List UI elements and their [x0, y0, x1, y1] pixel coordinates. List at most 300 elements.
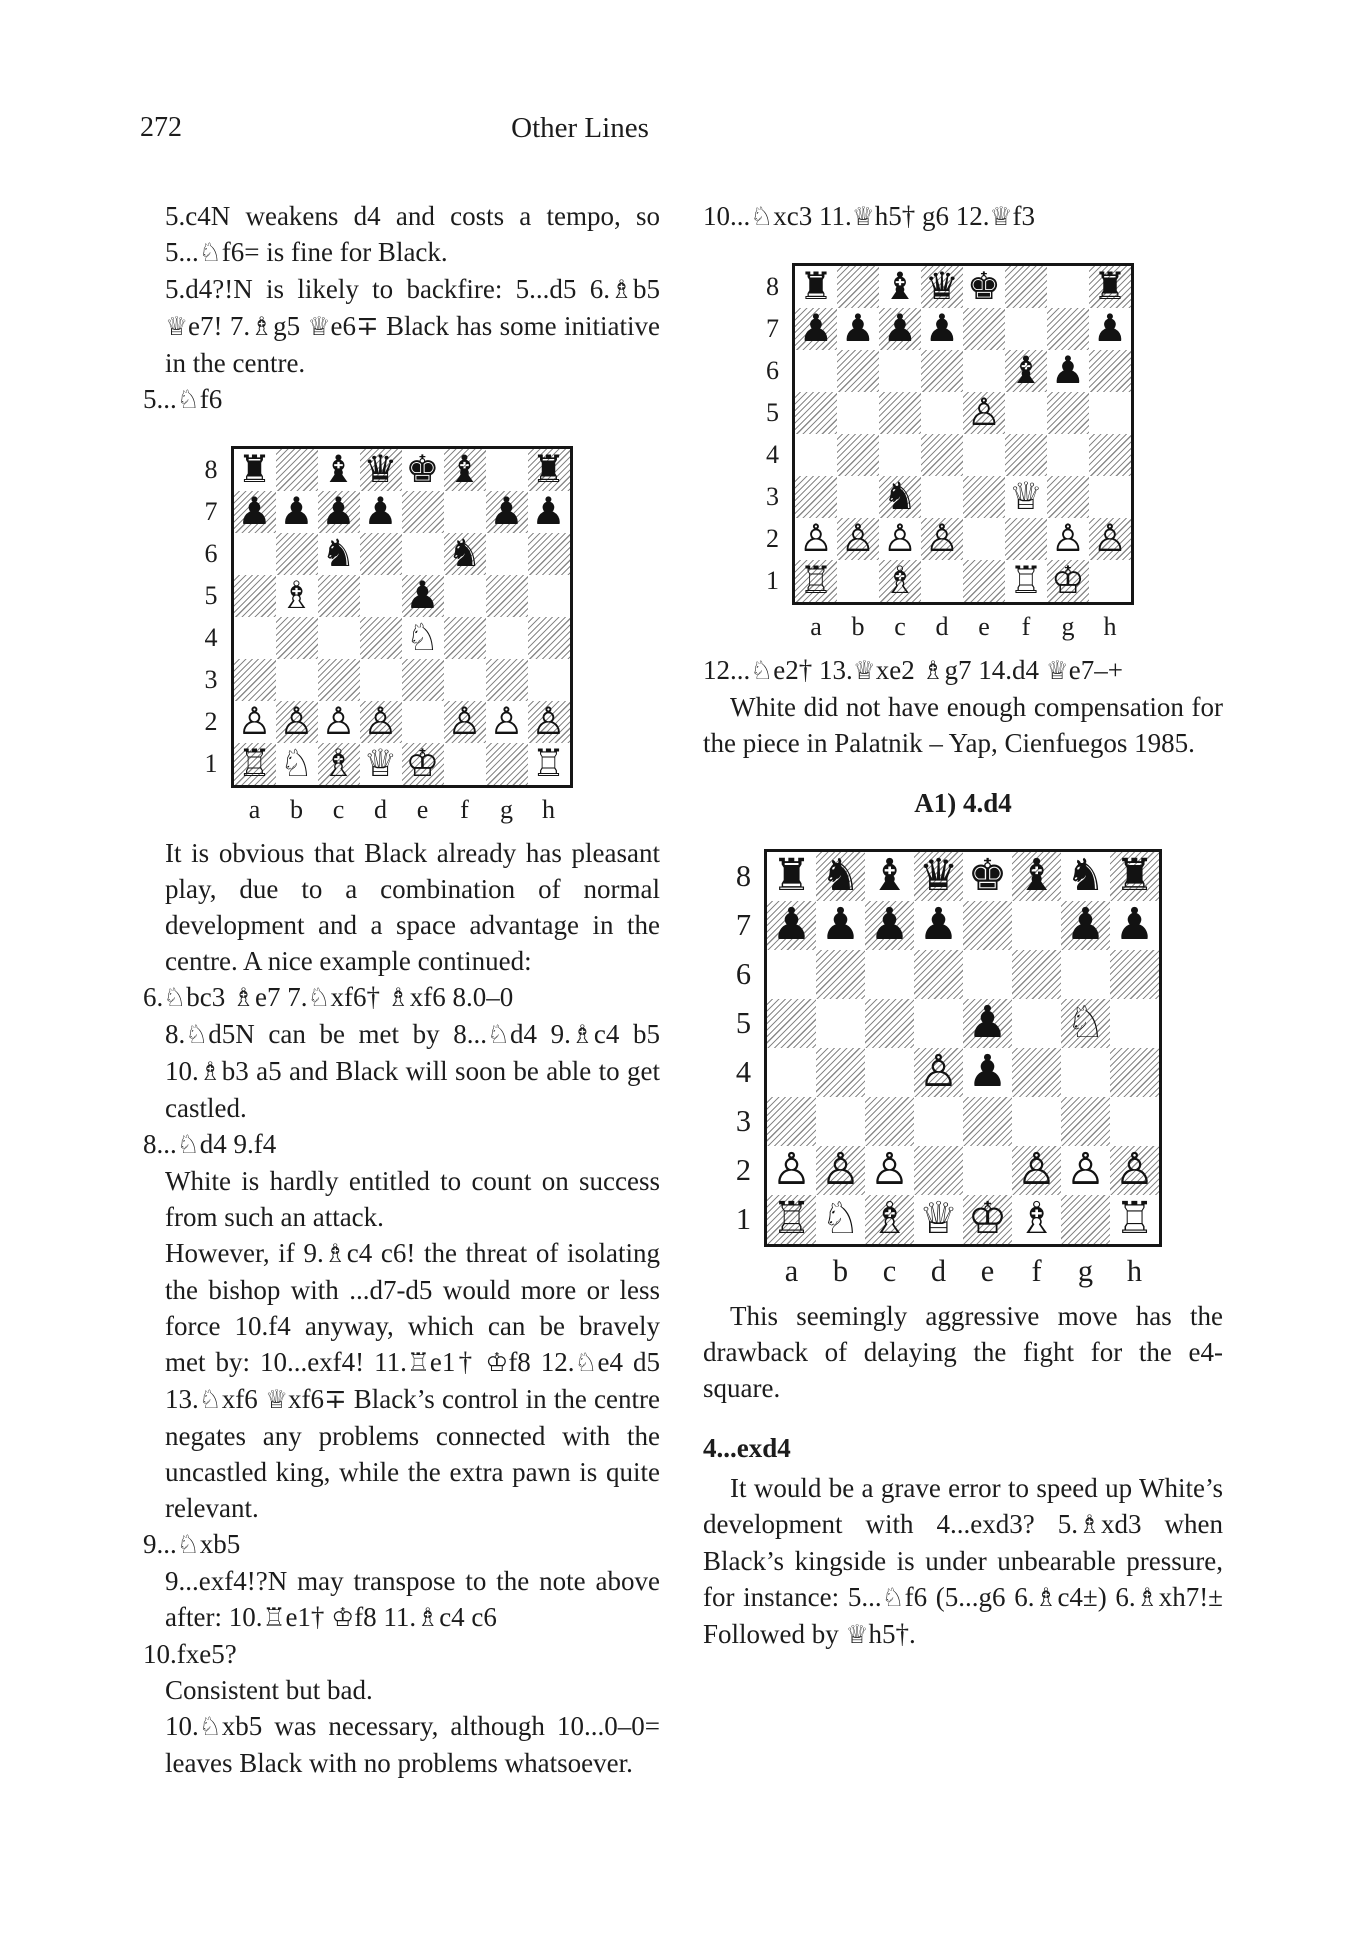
board-square — [360, 617, 402, 659]
board-square — [865, 999, 914, 1048]
paragraph: This seemingly aggressive move has the drawback of delaying the fight for the e4-square. — [703, 1301, 1223, 1404]
black-rook-icon: ♜ — [1093, 264, 1127, 309]
board-square — [318, 449, 360, 491]
file-label: d — [373, 795, 387, 824]
board-square — [444, 533, 486, 575]
rank-label: 1 — [765, 566, 779, 595]
figurine-icon: ♕ — [1045, 655, 1069, 686]
file-label: d — [935, 612, 949, 641]
board-square — [1110, 950, 1159, 999]
board-square — [528, 533, 570, 575]
white-pawn-icon: ♙ — [1093, 516, 1127, 561]
white-pawn-icon: ♙ — [321, 699, 356, 744]
figurine-icon: ♗ — [386, 982, 410, 1013]
file-label: g — [499, 795, 513, 824]
file-label: c — [894, 612, 906, 641]
board-square — [865, 1097, 914, 1146]
figurine-icon: ♕ — [307, 312, 331, 342]
board-square — [276, 575, 318, 617]
board-square — [1005, 476, 1047, 518]
board-square — [1110, 1097, 1159, 1146]
board-square — [1047, 518, 1089, 560]
board-square — [1089, 476, 1131, 518]
board-square — [914, 901, 963, 950]
board-square — [816, 1195, 865, 1244]
chess-board — [231, 446, 573, 788]
board-square — [837, 560, 879, 602]
board-square — [528, 617, 570, 659]
board-square — [921, 392, 963, 434]
black-bishop-icon: ♝ — [1016, 850, 1057, 902]
white-rook-icon: ♖ — [237, 741, 272, 786]
figurine-icon: ♗ — [1034, 1583, 1058, 1614]
rank-label: 8 — [204, 455, 218, 484]
figurine-icon: ♗ — [231, 982, 255, 1013]
rank-label: 8 — [735, 858, 751, 893]
file-label: c — [332, 795, 345, 824]
board-square — [318, 533, 360, 575]
board-square — [276, 743, 318, 785]
file-label: a — [784, 1253, 799, 1288]
figurine-icon: ♖ — [406, 1347, 430, 1378]
figurine-icon: ♕ — [852, 655, 876, 686]
black-knight-icon: ♞ — [820, 850, 861, 902]
board-square — [795, 350, 837, 392]
file-label: g — [1077, 1253, 1094, 1288]
rank-label: 1 — [204, 749, 218, 778]
board-square — [795, 518, 837, 560]
board-square — [318, 743, 360, 785]
board-square — [1061, 1097, 1110, 1146]
board-square — [234, 617, 276, 659]
board-square — [914, 1195, 963, 1244]
rank-label: 7 — [204, 497, 218, 526]
board-square — [921, 308, 963, 350]
board-square — [276, 491, 318, 533]
board-square — [816, 1048, 865, 1097]
rank-label: 6 — [204, 539, 218, 568]
board-square — [865, 1195, 914, 1244]
board-square — [402, 491, 444, 533]
board-square — [444, 449, 486, 491]
board-square — [1012, 1097, 1061, 1146]
board-square — [234, 659, 276, 701]
figurine-icon: ♖ — [262, 1602, 286, 1633]
rank-label: 3 — [765, 482, 779, 511]
black-rook-icon: ♜ — [799, 264, 833, 309]
board-square — [1110, 852, 1159, 901]
white-pawn-icon: ♙ — [447, 699, 482, 744]
board-square — [444, 743, 486, 785]
white-knight-icon: ♘ — [820, 1193, 861, 1245]
board-square — [963, 901, 1012, 950]
black-pawn-icon: ♟ — [869, 899, 910, 951]
figurine-icon: ♗ — [610, 275, 633, 305]
board-square — [318, 617, 360, 659]
board-square — [865, 852, 914, 901]
figurine-icon: ♕ — [845, 1620, 869, 1651]
paragraph: Consistent but bad. — [165, 1674, 373, 1705]
white-pawn-icon: ♙ — [883, 516, 917, 561]
black-king-icon: ♚ — [405, 447, 440, 492]
file-label: g — [1061, 612, 1075, 641]
board-square — [816, 852, 865, 901]
board-square — [1089, 308, 1131, 350]
black-pawn-icon: ♟ — [237, 489, 272, 534]
board-square — [234, 491, 276, 533]
board-square — [1061, 1048, 1110, 1097]
board-square — [837, 350, 879, 392]
white-pawn-icon: ♙ — [841, 516, 875, 561]
board-square — [528, 659, 570, 701]
white-pawn-icon: ♙ — [1016, 1144, 1057, 1196]
white-pawn-icon: ♙ — [1114, 1144, 1155, 1196]
move-line: 9...♘xb5 — [143, 1528, 241, 1560]
move-heading: 4...exd4 — [703, 1433, 791, 1464]
board-square — [921, 476, 963, 518]
figurine-icon: ♘ — [750, 202, 774, 232]
figurine-icon: ♕ — [264, 1384, 288, 1415]
board-square — [1110, 1195, 1159, 1244]
move-line: 10...♘xc3 11.♕h5† g6 12.♕f3 — [703, 201, 1035, 232]
rank-labels — [758, 263, 792, 602]
board-square — [963, 999, 1012, 1048]
board-square — [1089, 518, 1131, 560]
black-knight-icon: ♞ — [1065, 850, 1106, 902]
rank-label: 5 — [765, 398, 779, 427]
board-square — [444, 575, 486, 617]
board-square — [963, 1195, 1012, 1244]
figurine-icon: ♕ — [989, 202, 1013, 232]
file-label: f — [1031, 1253, 1042, 1288]
figurine-icon: ♘ — [176, 1529, 200, 1560]
figurine-icon: ♗ — [198, 1056, 222, 1087]
board-square — [879, 266, 921, 308]
board-square — [486, 743, 528, 785]
figurine-icon: ♕ — [851, 202, 875, 232]
figurine-icon: ♗ — [323, 1238, 347, 1269]
paragraph: It would be a grave error to speed up White’s development with 4...exd3? 5.♗xd3 when Black’s kingside is under unbearable pressure, for instance: 5...♘f6 (5...g6 6.♗c4±) 6.♗xh7!± Followed by ♕h5†. — [703, 1473, 1223, 1651]
board-square — [528, 701, 570, 743]
board-square — [963, 852, 1012, 901]
section-heading: A1) 4.d4 — [914, 787, 1012, 818]
white-rook-icon: ♖ — [1114, 1193, 1155, 1245]
black-pawn-icon: ♟ — [489, 489, 524, 534]
figurine-icon: ♕ — [165, 312, 188, 342]
board-square — [816, 901, 865, 950]
board-square — [963, 266, 1005, 308]
board-square — [1047, 434, 1089, 476]
black-bishop-icon: ♝ — [321, 447, 356, 492]
board-square — [921, 560, 963, 602]
board-square — [1005, 518, 1047, 560]
board-square — [528, 743, 570, 785]
figurine-icon: ♘ — [198, 1384, 222, 1415]
board-square — [1047, 308, 1089, 350]
board-square — [963, 392, 1005, 434]
file-labels — [792, 605, 1134, 642]
board-square — [1047, 560, 1089, 602]
board-square — [402, 701, 444, 743]
figurine-icon: ♗ — [921, 655, 945, 686]
rank-label: 4 — [735, 1054, 751, 1089]
file-label: a — [810, 612, 822, 641]
black-king-icon: ♚ — [967, 850, 1008, 902]
board-square — [1110, 1146, 1159, 1195]
board-square — [360, 743, 402, 785]
file-label: h — [1103, 612, 1117, 641]
figurine-icon: ♘ — [198, 1711, 222, 1742]
board-square — [1089, 392, 1131, 434]
file-label: b — [289, 795, 303, 824]
board-square — [914, 1097, 963, 1146]
board-square — [767, 1097, 816, 1146]
white-knight-icon: ♘ — [1065, 997, 1106, 1049]
white-pawn-icon: ♙ — [531, 699, 566, 744]
board-square — [318, 659, 360, 701]
board-square — [767, 999, 816, 1048]
file-label: h — [1126, 1253, 1143, 1288]
board-square — [963, 1146, 1012, 1195]
rank-label: 1 — [735, 1201, 751, 1236]
board-square — [1110, 1048, 1159, 1097]
board-square — [879, 350, 921, 392]
white-queen-icon: ♕ — [363, 741, 398, 786]
black-pawn-icon: ♟ — [321, 489, 356, 534]
board-square — [1061, 950, 1110, 999]
file-label: d — [930, 1253, 947, 1288]
figurine-icon: ♘ — [487, 1019, 511, 1050]
board-square — [1005, 392, 1047, 434]
figurine-icon: ♗ — [1135, 1583, 1159, 1614]
board-square — [402, 659, 444, 701]
paragraph: 5.d4?!N is likely to backfire: 5...d5 6.♗b5 ♕e7! 7.♗g5 ♕e6∓ Black has some initiative in the centre. — [165, 274, 661, 378]
board-square — [1012, 1048, 1061, 1097]
board-square — [402, 743, 444, 785]
black-knight-icon: ♞ — [447, 531, 482, 576]
paragraph: However, if 9.♗c4 c6! the threat of isolating the bishop with ...d7-d5 would more or less force 10.f4 anyway, which can be bravely met by: 10...exf4! 11.♖e1† ♔f8 12.♘e4 d5 13.♘xf6 ♕xf6∓ Black’s control in the centre negates any problems connected with the uncastled king, while the extra pawn is quite relevant. — [165, 1237, 661, 1523]
board-square — [837, 266, 879, 308]
board-square — [486, 491, 528, 533]
white-pawn-icon: ♙ — [1051, 516, 1085, 561]
board-square — [444, 659, 486, 701]
figurine-icon: ♘ — [307, 982, 331, 1013]
board-square — [865, 901, 914, 950]
white-rook-icon: ♖ — [771, 1193, 812, 1245]
board-square — [879, 476, 921, 518]
white-pawn-icon: ♙ — [1065, 1144, 1106, 1196]
board-square — [276, 659, 318, 701]
black-pawn-icon: ♟ — [918, 899, 959, 951]
white-pawn-icon: ♙ — [363, 699, 398, 744]
figurine-icon: ♗ — [1077, 1510, 1101, 1541]
black-pawn-icon: ♟ — [1065, 899, 1106, 951]
board-square — [879, 518, 921, 560]
white-rook-icon: ♖ — [1009, 558, 1043, 603]
black-queen-icon: ♛ — [925, 264, 959, 309]
board-square — [318, 575, 360, 617]
board-square — [234, 449, 276, 491]
paragraph: It is obvious that Black already has pleasant play, due to a combination of normal development and a space advantage in the centre. A nice example continued: — [165, 837, 660, 976]
figurine-icon: ♘ — [574, 1347, 598, 1378]
paragraph: 9...exf4!?N may transpose to the note above after: 10.♖e1† ♔f8 11.♗c4 c6 — [165, 1565, 660, 1633]
rank-label: 3 — [735, 1103, 751, 1138]
black-rook-icon: ♜ — [531, 447, 566, 492]
white-king-icon: ♔ — [967, 1193, 1008, 1245]
board-square — [914, 1048, 963, 1097]
board-square — [963, 1097, 1012, 1146]
white-queen-icon: ♕ — [918, 1193, 959, 1245]
board-square — [795, 308, 837, 350]
board-square — [963, 1048, 1012, 1097]
figurine-icon: ♘ — [881, 1583, 905, 1614]
white-pawn-icon: ♙ — [869, 1144, 910, 1196]
board-square — [837, 476, 879, 518]
file-label: a — [248, 795, 261, 824]
figurine-icon: ♘ — [198, 238, 222, 268]
rank-label: 2 — [204, 707, 218, 736]
figurine-icon: ♘ — [185, 1019, 209, 1050]
board-square — [921, 434, 963, 476]
file-label: b — [832, 1253, 849, 1288]
move-line: 5...♘f6 — [143, 384, 223, 415]
board-square — [837, 392, 879, 434]
board-square — [963, 434, 1005, 476]
white-pawn-icon: ♙ — [925, 516, 959, 561]
board-square — [360, 533, 402, 575]
white-knight-icon: ♘ — [405, 615, 440, 660]
board-square — [767, 1195, 816, 1244]
white-pawn-icon: ♙ — [820, 1144, 861, 1196]
chess-diagram — [703, 263, 1223, 642]
board-square — [486, 449, 528, 491]
running-head: Other Lines — [511, 112, 649, 144]
figurine-icon: ♘ — [176, 385, 200, 415]
board-square — [486, 617, 528, 659]
white-bishop-icon: ♗ — [883, 558, 917, 603]
board-square — [914, 852, 963, 901]
black-bishop-icon: ♝ — [883, 264, 917, 309]
white-pawn-icon: ♙ — [237, 699, 272, 744]
board-square — [1005, 434, 1047, 476]
black-pawn-icon: ♟ — [820, 899, 861, 951]
board-square — [816, 950, 865, 999]
board-square — [360, 449, 402, 491]
rank-label: 3 — [204, 665, 218, 694]
board-square — [837, 434, 879, 476]
board-square — [1089, 350, 1131, 392]
board-square — [444, 491, 486, 533]
board-square — [360, 575, 402, 617]
black-bishop-icon: ♝ — [447, 447, 482, 492]
board-square — [795, 266, 837, 308]
board-square — [528, 575, 570, 617]
board-square — [360, 701, 402, 743]
chess-diagram — [703, 849, 1223, 1288]
chess-diagram — [143, 446, 660, 825]
black-pawn-icon: ♟ — [363, 489, 398, 534]
file-label: e — [978, 612, 990, 641]
rank-labels — [730, 849, 764, 1244]
rank-label: 4 — [765, 440, 779, 469]
board-square — [276, 449, 318, 491]
board-square — [1012, 852, 1061, 901]
board-square — [767, 901, 816, 950]
board-square — [816, 1146, 865, 1195]
figurine-icon: ♘ — [176, 1129, 200, 1160]
white-pawn-icon: ♙ — [489, 699, 524, 744]
board-square — [1005, 308, 1047, 350]
white-pawn-icon: ♙ — [771, 1144, 812, 1196]
board-square — [914, 999, 963, 1048]
board-square — [444, 617, 486, 659]
board-square — [1089, 434, 1131, 476]
board-square — [865, 1146, 914, 1195]
board-square — [1012, 1146, 1061, 1195]
board-square — [963, 518, 1005, 560]
rank-labels — [197, 446, 231, 785]
move-line: 8...♘d4 9.f4 — [143, 1128, 277, 1160]
rank-label: 5 — [204, 581, 218, 610]
board-square — [1061, 999, 1110, 1048]
file-label: f — [460, 795, 469, 824]
paragraph: White is hardly entitled to count on success from such an attack. — [165, 1165, 660, 1232]
board-square — [402, 575, 444, 617]
chess-board — [764, 849, 1162, 1247]
board-square — [963, 308, 1005, 350]
board-square — [318, 701, 360, 743]
board-square — [963, 950, 1012, 999]
black-bishop-icon: ♝ — [869, 850, 910, 902]
file-label: b — [851, 612, 865, 641]
board-square — [234, 575, 276, 617]
black-pawn-icon: ♟ — [279, 489, 314, 534]
board-square — [767, 950, 816, 999]
board-square — [914, 950, 963, 999]
black-rook-icon: ♜ — [771, 850, 812, 902]
board-square — [318, 491, 360, 533]
board-square — [276, 617, 318, 659]
board-square — [767, 1048, 816, 1097]
board-square — [528, 491, 570, 533]
board-square — [1061, 1146, 1110, 1195]
file-label: e — [416, 795, 429, 824]
rank-label: 8 — [765, 272, 779, 301]
figurine-icon: ♘ — [750, 655, 774, 686]
board-square — [234, 533, 276, 575]
file-label: f — [1021, 612, 1031, 641]
black-bishop-icon: ♝ — [1009, 348, 1043, 393]
white-pawn-icon: ♙ — [799, 516, 833, 561]
figurine-icon: ♘ — [163, 982, 187, 1013]
file-labels — [764, 1247, 1162, 1288]
black-pawn-icon: ♟ — [531, 489, 566, 534]
rank-label: 2 — [765, 524, 779, 553]
board-square — [486, 659, 528, 701]
board-square — [276, 701, 318, 743]
board-square — [963, 476, 1005, 518]
black-pawn-icon: ♟ — [925, 306, 959, 351]
board-square — [1047, 266, 1089, 308]
black-pawn-icon: ♟ — [405, 573, 440, 618]
board-square — [865, 1048, 914, 1097]
black-knight-icon: ♞ — [321, 531, 356, 576]
black-pawn-icon: ♟ — [799, 306, 833, 351]
board-square — [1012, 901, 1061, 950]
figurine-icon: ♗ — [416, 1602, 440, 1633]
figurine-icon: ♔ — [485, 1347, 509, 1378]
rank-label: 7 — [735, 907, 751, 942]
